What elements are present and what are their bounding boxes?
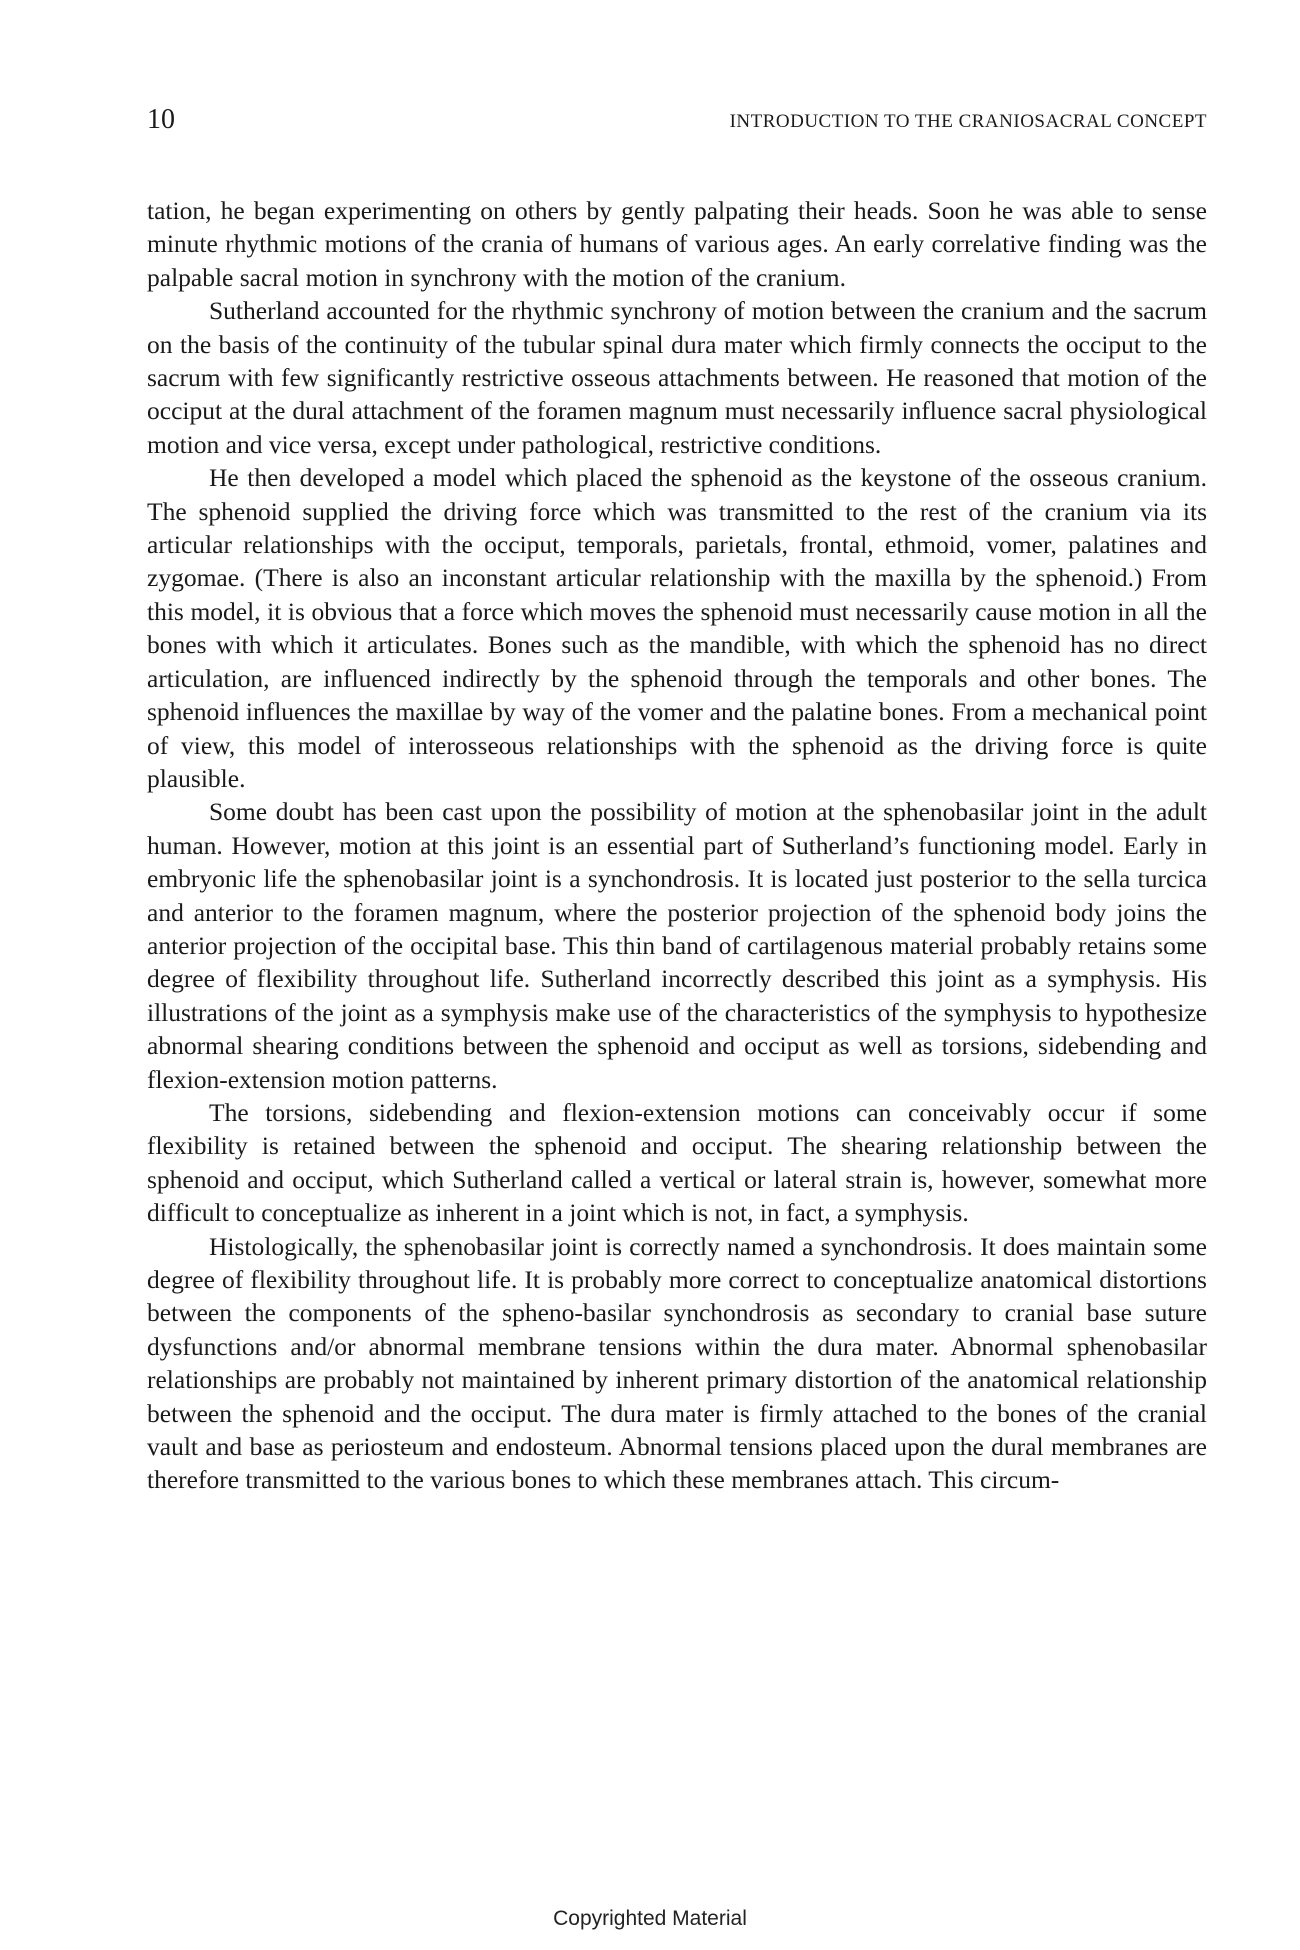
copyright-footer: Copyrighted Material [553,1907,747,1930]
page-header [147,100,1207,140]
running-head: INTRODUCTION TO THE CRANIOSACRAL CONCEPT [729,111,1207,132]
paragraph-3: He then developed a model which placed the sphenoid as the keystone of the osseous cranium. The sphenoid supplied the driving force which was transmitted to the rest of the cranium via its articular relationships with the occiput, temporals, parietals, frontal, ethmoid, vomer, palatines and zygomae. (There is also an inconstant articular relationship with the maxilla by the sphenoid.) From this model, it is obvious that a force which moves the sphenoid must necessarily cause motion in all the bones with which it articulates. Bones such as the mandible, with which the sphenoid has no direct articulation, are influenced indirectly by the sphenoid through the temporals and other bones. The sphenoid influences the maxillae by way of the vomer and the palatine bones. From a mechanical point of view, this model of interosseous relationships with the sphenoid as the driving force is quite plausible. [147,463,1207,793]
paragraph-5: The torsions, sidebending and flexion-extension motions can conceivably occur if some flexibility is retained between the sphenoid and occiput. The shearing relationship between the sphenoid and occiput, which Sutherland called a vertical or lateral strain is, however, somewhat more difficult to conceptualize as inherent in a joint which is not, in fact, a symphysis. [147,1097,1207,1228]
paragraph-4: Some doubt has been cast upon the possibility of motion at the sphenobasilar joint in the adult human. However, motion at this joint is an essential part of Sutherland’s functioning model. Early in embryonic life the sphenobasilar joint is a synchondrosis. It is located just posterior to the sella turcica and anterior to the foramen magnum, where the posterior projection of the sphenoid body joins the anterior projection of the occipital base. This thin band of cartilagenous material probably retains some degree of flexibility throughout life. Sutherland incorrectly described this joint as a symphysis. His illustrations of the joint as a symphysis make use of the characteristics of the symphysis to hypothesize abnormal shearing conditions between the sphenoid and occiput as well as torsions, sidebending and flexion-extension motion patterns. [147,797,1207,1094]
paragraph-6: Histologically, the sphenobasilar joint is correctly named a synchondrosis. It does maintain some degree of flexibility throughout life. It is probably more correct to conceptualize anatomical distortions between the components of the spheno-basilar synchondrosis as secondary to cranial base suture dysfunctions and/or abnormal membrane tensions within the dura mater. Abnormal sphenobasilar relationships are probably not maintained by inherent primary distortion of the anatomical relationship between the sphenoid and the occiput. The dura mater is firmly attached to the bones of the cranial vault and base as periosteum and endosteum. Abnormal tensions placed upon the dural membranes are therefore transmitted to the various bones to which these membranes attach. This circum- [147,1231,1207,1495]
page-number: 10 [147,104,175,135]
paragraph-2: Sutherland accounted for the rhythmic synchrony of motion between the cranium and the sacrum on the basis of the continuity of the tubular spinal dura mater which firmly connects the occiput to the sacrum with few significantly restrictive osseous attachments between. He reasoned that motion of the occiput at the dural attachment of the foramen magnum must necessarily influence sacral physiological motion and vice versa, except under pathological, restrictive conditions. [147,296,1207,459]
paragraph-1: tation, he began experimenting on others by gently palpating their heads. Soon he was able to sense minute rhythmic motions of the crania of humans of various ages. An early correlative finding was the palpable sacral motion in synchrony with the motion of the cranium. [147,196,1207,292]
body-text [147,194,1207,1497]
